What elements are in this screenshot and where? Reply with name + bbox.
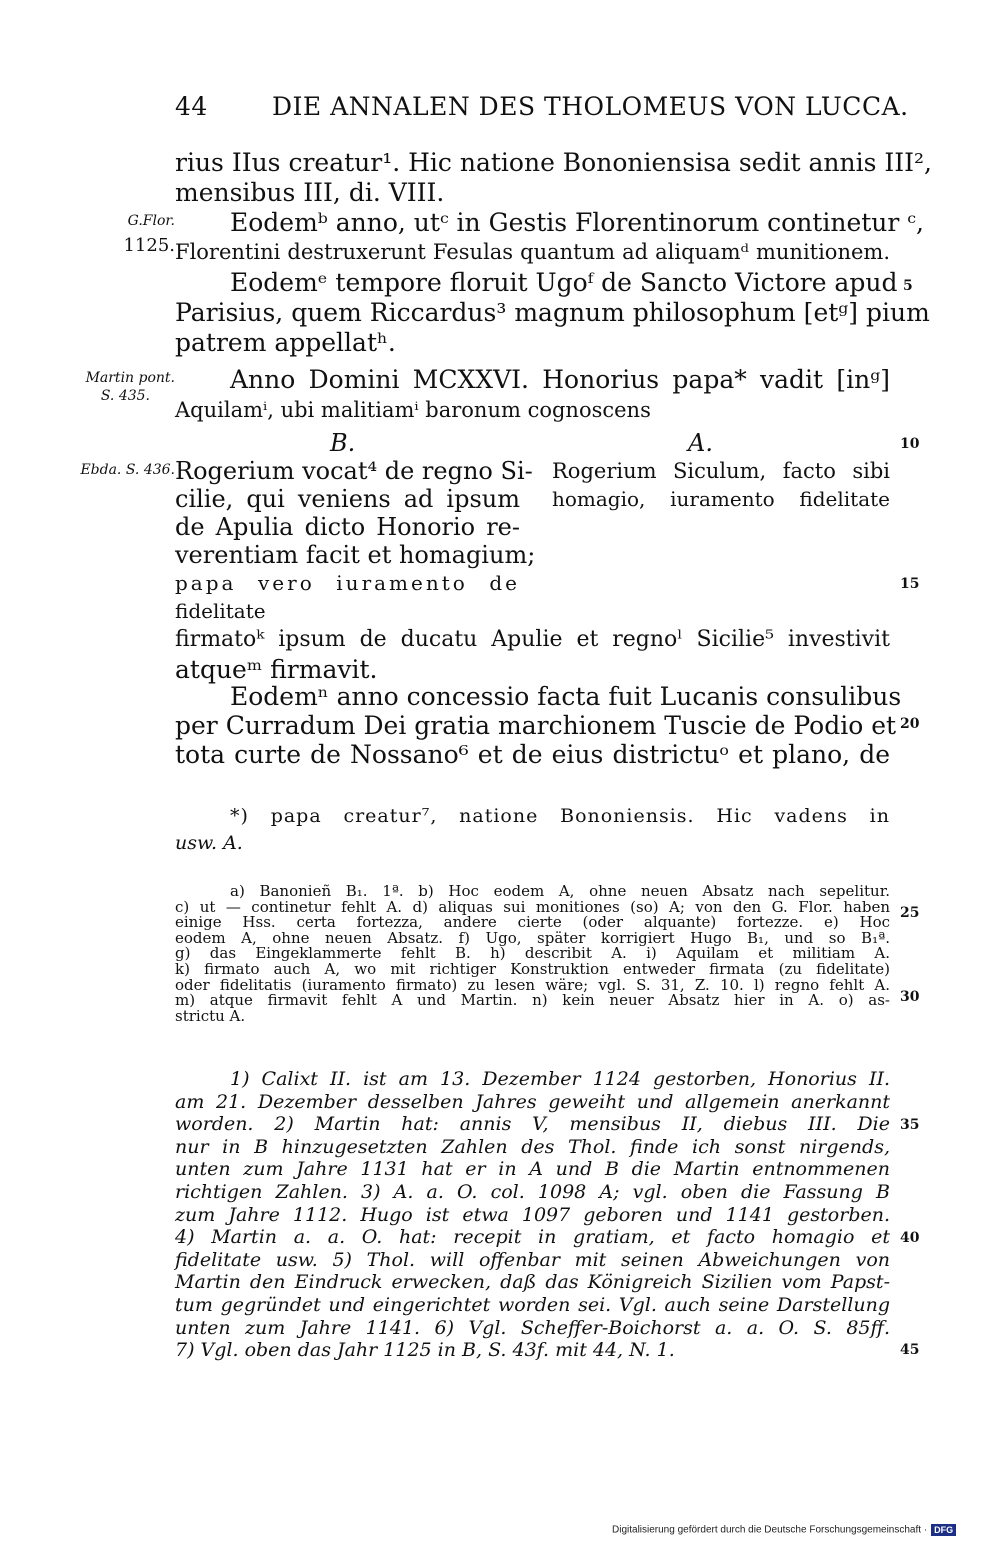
side-note: Martin pont. [85, 370, 175, 386]
apparatus-line: a) Banonieñ B₁. 1ª. b) Hoc eodem A, ohne neuen Absatz nach sepelitur. [230, 882, 890, 900]
note-line: Martin den Eindruck erwecken, daß das Königreich Sizilien vom Papst- [175, 1271, 890, 1294]
apparatus-line: c) ut — continetur fehlt A. d) aliquas sui monitiones (so) A; von den G. Flor. haben [175, 897, 890, 916]
main-line: rius IIus creatur¹. Hic natione Bononiensisa sedit annis III², [175, 148, 932, 177]
star-note: *) papa creatur⁷, natione Bononiensis. Hic vadens in [230, 805, 890, 827]
line-number: 25 [900, 905, 920, 921]
main-line: per Curradum Dei gratia marchionem Tuscie de Podio et [175, 711, 897, 740]
column-b-line: Rogerium vocat⁴ de regno Si- [175, 457, 533, 485]
main-line: Aquilamⁱ, ubi malitiamⁱ baronum cognoscens [175, 398, 651, 422]
main-line: Eodemᵇ anno, utᶜ in Gestis Florentinorum continetur ᶜ, [230, 208, 924, 237]
line-number: 35 [900, 1117, 920, 1133]
apparatus-line: oder fidelitatis (iuramento firmato) zu lesen wäre; vgl. S. 31, Z. 10. l) regno fehlt A. [175, 975, 890, 994]
line-number: 5 [903, 278, 913, 294]
main-line: Eodemᵉ tempore floruit Ugoᶠ de Sancto Victore apud [230, 268, 898, 297]
note-line: 7) Vgl. oben das Jahr 1125 in B, S. 43f. mit 44, N. 1. [175, 1339, 675, 1362]
column-b-line: verentiam facit et homagium; [175, 541, 536, 569]
column-a-line: homagio, iuramento fidelitate [552, 487, 890, 511]
line-number: 30 [900, 989, 920, 1005]
main-line: mensibus III, di. VIII. [175, 178, 445, 207]
column-a-line: Rogerium Siculum, facto sibi [552, 459, 890, 483]
apparatus-line: g) das Eingeklammerte fehlt B. h) describit A. i) Aquilam et militiam A. [175, 944, 890, 963]
note-line: 1) Calixt II. ist am 13. Dezember 1124 gestorben, Honorius II. [230, 1068, 890, 1090]
note-line: unten zum Jahre 1141. 6) Vgl. Scheffer-Boichorst a. a. O. S. 85ff. [175, 1316, 890, 1339]
side-note: 1125. [123, 235, 175, 256]
column-head-b: B. [330, 429, 356, 457]
main-line: firmatoᵏ ipsum de ducatu Apulie et regnoˡ Sicilie⁵ investivit [175, 627, 890, 652]
note-line: richtigen Zahlen. 3) A. a. O. col. 1098 A; vgl. oben die Fassung B [175, 1181, 890, 1203]
page-number: 44 [175, 92, 208, 121]
main-line: Eodemⁿ anno concessio facta fuit Lucanis consulibus [230, 682, 902, 711]
line-number: 20 [900, 716, 920, 732]
note-line: zum Jahre 1112. Hugo ist etwa 1097 geboren und 1141 gestorben. [175, 1203, 890, 1226]
column-b-line: papa vero iuramento de [175, 571, 520, 595]
side-note: S. 435. [100, 388, 150, 404]
note-line: unten zum Jahre 1131 hat er in A und B die Martin entnommenen [175, 1158, 890, 1181]
column-b-line: fidelitate [175, 599, 266, 623]
apparatus-line: eodem A, ohne neuen Absatz. f) Ugo, später korrigiert Hugo B₁, und so B₁ª. [175, 928, 890, 947]
line-number: 40 [900, 1230, 920, 1246]
line-number: 10 [900, 436, 920, 452]
dfg-credit-text: Digitalisierung gefördert durch die Deutsche Forschungsgemeinschaft · [612, 1524, 928, 1536]
note-line: 4) Martin a. a. O. hat: recepit in gratiam, et facto homagio et [175, 1226, 890, 1249]
dfg-credit [612, 1524, 956, 1536]
apparatus-line: strictu A. [175, 1006, 246, 1025]
side-note: Ebda. S. 436. [80, 462, 175, 478]
main-line: Anno Domini MCXXVI. Honorius papa* vadit [inᵍ] [230, 365, 890, 394]
main-line: tota curte de Nossano⁶ et de eius districtuᵒ et plano, de [175, 740, 890, 769]
column-b-line: de Apulia dicto Honorio re- [175, 513, 520, 541]
main-line: Florentini destruxerunt Fesulas quantum ad aliquamᵈ munitionem. [175, 240, 890, 264]
main-line: Parisius, quem Riccardus³ magnum philosophum [etᵍ] pium [175, 298, 930, 327]
column-b-line: cilie, qui veniens ad ipsum [175, 485, 520, 513]
apparatus-line: einige Hss. certa fortezza, andere cierte (oder alquante) fortezze. e) Hoc [175, 913, 890, 932]
dfg-logo: DFG [931, 1524, 956, 1536]
note-line: am 21. Dezember desselben Jahres geweiht und allgemein anerkannt [175, 1090, 890, 1113]
line-number: 45 [900, 1342, 920, 1358]
running-title: DIE ANNALEN DES THOLOMEUS VON LUCCA. [272, 92, 909, 121]
note-line: worden. 2) Martin hat: annis V, mensibus II, diebus III. Die [175, 1113, 890, 1136]
main-line: atqueᵐ firmavit. [175, 655, 378, 684]
note-line: tum gegründet und eingerichtet worden sei. Vgl. auch seine Darstellung [175, 1294, 890, 1316]
line-number: 15 [900, 576, 920, 592]
side-note: G.Flor. [127, 213, 175, 229]
note-line: fidelitate usw. 5) Thol. will offenbar mit seinen Abweichungen von [175, 1248, 890, 1271]
note-line: nur in B hinzugesetzten Zahlen des Thol. finde ich sonst nirgends, [175, 1135, 890, 1158]
star-note: usw. A. [175, 832, 243, 854]
apparatus-line: m) atque firmavit fehlt A und Martin. n) kein neuer Absatz hier in A. o) as- [175, 991, 890, 1010]
apparatus-line: k) firmato auch A, wo mit richtiger Konstruktion entweder firmata (zu fidelitate) [175, 960, 890, 978]
column-head-a: A. [688, 429, 713, 457]
main-line: patrem appellatʰ. [175, 328, 396, 357]
